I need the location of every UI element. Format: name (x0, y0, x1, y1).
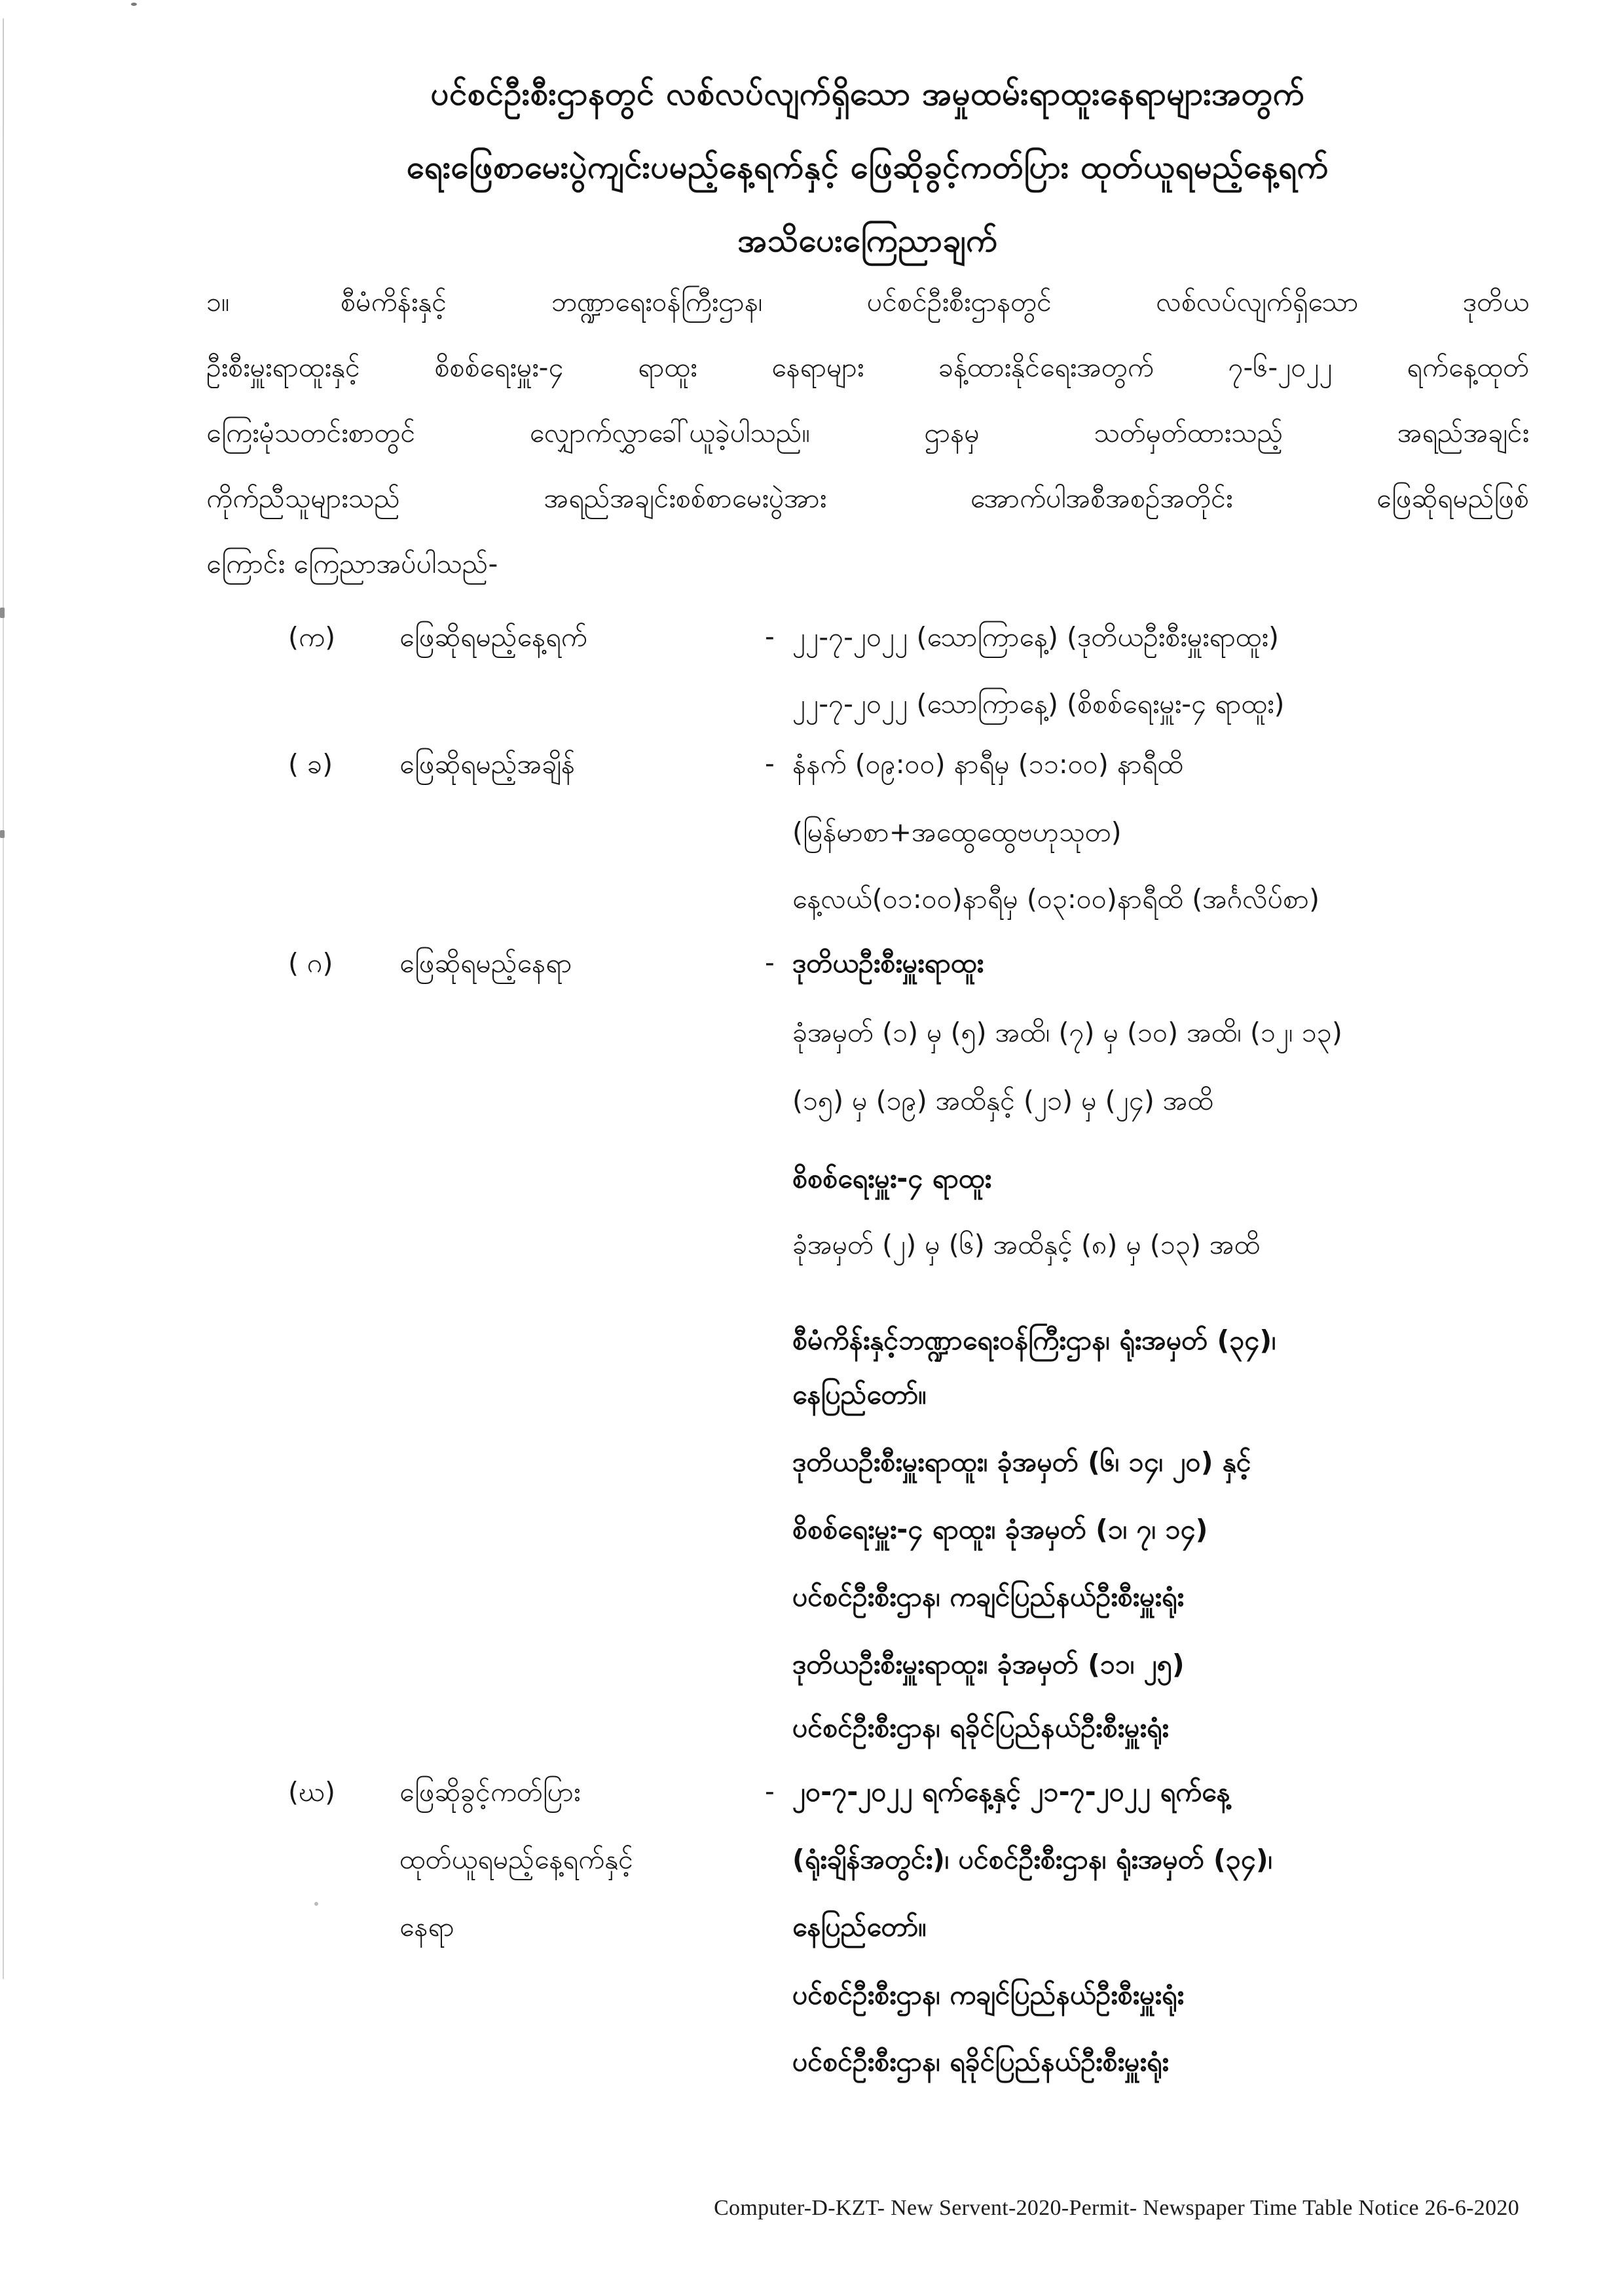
scan-edge-artifact (3, 18, 4, 1979)
intro-paragraph-number: ၁။ (206, 286, 230, 318)
item-gha-value-3: နေပြည်တော်။ (792, 1911, 927, 1942)
item-gha-label-1: ဖြေဆိုခွင့်ကတ်ပြား (399, 1776, 581, 1808)
item-ga-label: ဖြေဆိုရမည့်နေရာ (399, 947, 572, 979)
item-gha-value-5: ပင်စင်ဦးစီးဌာန၊ ရခိုင်ပြည်နယ်ဦးစီးမှူးရုံး (792, 2046, 1169, 2077)
item-kha-dash: - (765, 748, 775, 779)
item-kha-value-2: (မြန်မာစာ+အထွေထွေဗဟုသုတ) (792, 816, 1122, 848)
notice-title-line-1: ပင်စင်ဦးစီးဌာနတွင် လစ်လပ်လျက်ရှိသော အမှုထမ်းရာထူးနေရာများအတွက် (430, 75, 1305, 113)
notice-title-line-2: ရေးဖြေစာမေးပွဲကျင်းပမည့်နေ့ရက်နှင့် ဖြေဆိုခွင့်ကတ်ပြား ထုတ်ယူရမည့်နေ့ရက် (407, 149, 1329, 186)
item-ga-value-9: စိစစ်ရေးမှူး-၄ ရာထူး၊ ခုံအမှတ် (၁၊ ၇၊ ၁၄) (792, 1514, 1208, 1545)
item-ga-value-5: ခုံအမှတ် (၂) မှ (၆) အထိနှင့် (၈) မှ (၁၃) အထိ (792, 1229, 1261, 1260)
notice-title-line-3: အသိပေးကြေညာချက် (737, 222, 998, 259)
item-ga-value-11: ဒုတိယဦးစီးမှူးရာထူး၊ ခုံအမှတ် (၁၁၊ ၂၅) (792, 1649, 1185, 1680)
item-ga-value-10: ပင်စင်ဦးစီးဌာန၊ ကချင်ပြည်နယ်ဦးစီးမှူးရုံး (792, 1581, 1184, 1613)
item-ga-value-2: ခုံအမှတ် (၁) မှ (၅) အထိ၊ (၇) မှ (၁၀) အထိ၊ (၁၂၊ ၁၃) (792, 1017, 1342, 1048)
item-ga-value-8: ဒုတိယဦးစီးမှူးရာထူး၊ ခုံအမှတ် (၆၊ ၁၄၊ ၂၀) နှင့် (792, 1446, 1251, 1478)
scan-speck (314, 1902, 318, 1906)
item-gha-value-1: ၂၀-၇-၂၀၂၂ ရက်နေ့နှင့် ၂၁-၇-၂၀၂၂ ရက်နေ့ (792, 1776, 1230, 1808)
item-gha-value-2: (ရုံးချိန်အတွင်း)၊ ပင်စင်ဦးစီးဌာန၊ ရုံးအမှတ် (၃၄)၊ (792, 1844, 1273, 1875)
item-kha-value-3: နေ့လယ်(၀၁:၀၀)နာရီမှ (၀၃:၀၀)နာရီထိ (အင်္ဂလိပ်စာ) (792, 883, 1320, 915)
item-ga-value-1: ဒုတိယဦးစီးမှူးရာထူး (792, 947, 984, 979)
item-gha-label-2: ထုတ်ယူရမည့်နေ့ရက်နှင့် (399, 1844, 634, 1875)
intro-line-4: ကိုက်ညီသူများသည် အရည်အချင်းစစ်စာမေးပွဲအား အောက်ပါအစီအစဉ်အတိုင်း ဖြေဆိုရမည်ဖြစ် (206, 483, 1529, 514)
item-ga-value-12: ပင်စင်ဦးစီးဌာန၊ ရခိုင်ပြည်နယ်ဦးစီးမှူးရုံး (792, 1712, 1169, 1743)
item-ga-number: ( ဂ) (288, 947, 333, 979)
item-ka-label: ဖြေဆိုရမည့်နေ့ရက် (399, 621, 587, 653)
item-kha-label: ဖြေဆိုရမည့်အချိန် (399, 748, 576, 780)
item-kha-value-1: နံနက် (၀၉:၀၀) နာရီမှ (၁၁:၀၀) နာရီထိ (792, 748, 1184, 780)
item-ga-dash: - (765, 947, 775, 978)
item-ga-value-3: (၁၅) မှ (၁၉) အထိနှင့် (၂၁) မှ (၂၄) အထိ (792, 1085, 1214, 1116)
item-ka-value-2: ၂၂-၇-၂၀၂၂ (သောကြာနေ့) (စိစစ်ရေးမှူး-၄ ရာထူး) (792, 688, 1285, 720)
scan-speck (131, 3, 137, 6)
item-gha-value-4: ပင်စင်ဦးစီးဌာန၊ ကချင်ပြည်နယ်ဦးစီးမှူးရုံး (792, 1979, 1184, 2011)
item-ga-value-6: စီမံကိန်းနှင့်ဘဏ္ဍာရေးဝန်ကြီးဌာန၊ ရုံးအမှတ် (၃၄)၊ (792, 1324, 1276, 1356)
intro-line-1: စီမံကိန်းနှင့် ဘဏ္ဍာရေးဝန်ကြီးဌာန၊ ပင်စင်ဦးစီးဌာနတွင် လစ်လပ်လျက်ရှိသော ဒုတိယ (341, 286, 1529, 318)
scan-edge-nick (0, 608, 5, 618)
intro-line-2: ဦးစီးမှူးရာထူးနှင့် စိစစ်ရေးမှူး-၄ ရာထူး နေရာများ ခန့်ထားနိုင်ရေးအတွက် ၇-၆-၂၀၂၂ ရက်နေ့ထုတ် (206, 352, 1529, 383)
item-kha-number: ( ခ) (288, 748, 333, 780)
intro-line-5: ကြောင်း ကြေညာအပ်ပါသည်- (206, 548, 498, 579)
footer-file-reference: Computer-D-KZT- New Servent-2020-Permit- Newspaper Time Table Notice 26-6-2020 (714, 2196, 1519, 2220)
item-ka-value-1: ၂၂-၇-၂၀၂၂ (သောကြာနေ့) (ဒုတိယဦးစီးမှူးရာထူး) (792, 621, 1279, 653)
item-ga-value-4: စိစစ်ရေးမှူး-၄ ရာထူး (792, 1163, 992, 1194)
item-gha-label-3: နေရာ (399, 1911, 454, 1942)
intro-line-3: ကြေးမုံသတင်းစာတွင် လျှောက်လွှာခေါ်ယူခဲ့ပါသည်။ ဌာနမှ သတ်မှတ်ထားသည့် အရည်အချင်း (206, 417, 1529, 448)
item-gha-dash: - (765, 1776, 775, 1807)
item-ka-dash: - (765, 621, 775, 652)
item-ga-value-7: နေပြည်တော်။ (792, 1379, 927, 1410)
scan-edge-nick (0, 830, 5, 838)
item-ka-number: (က) (288, 621, 336, 653)
item-gha-number: (ဃ) (288, 1776, 335, 1808)
